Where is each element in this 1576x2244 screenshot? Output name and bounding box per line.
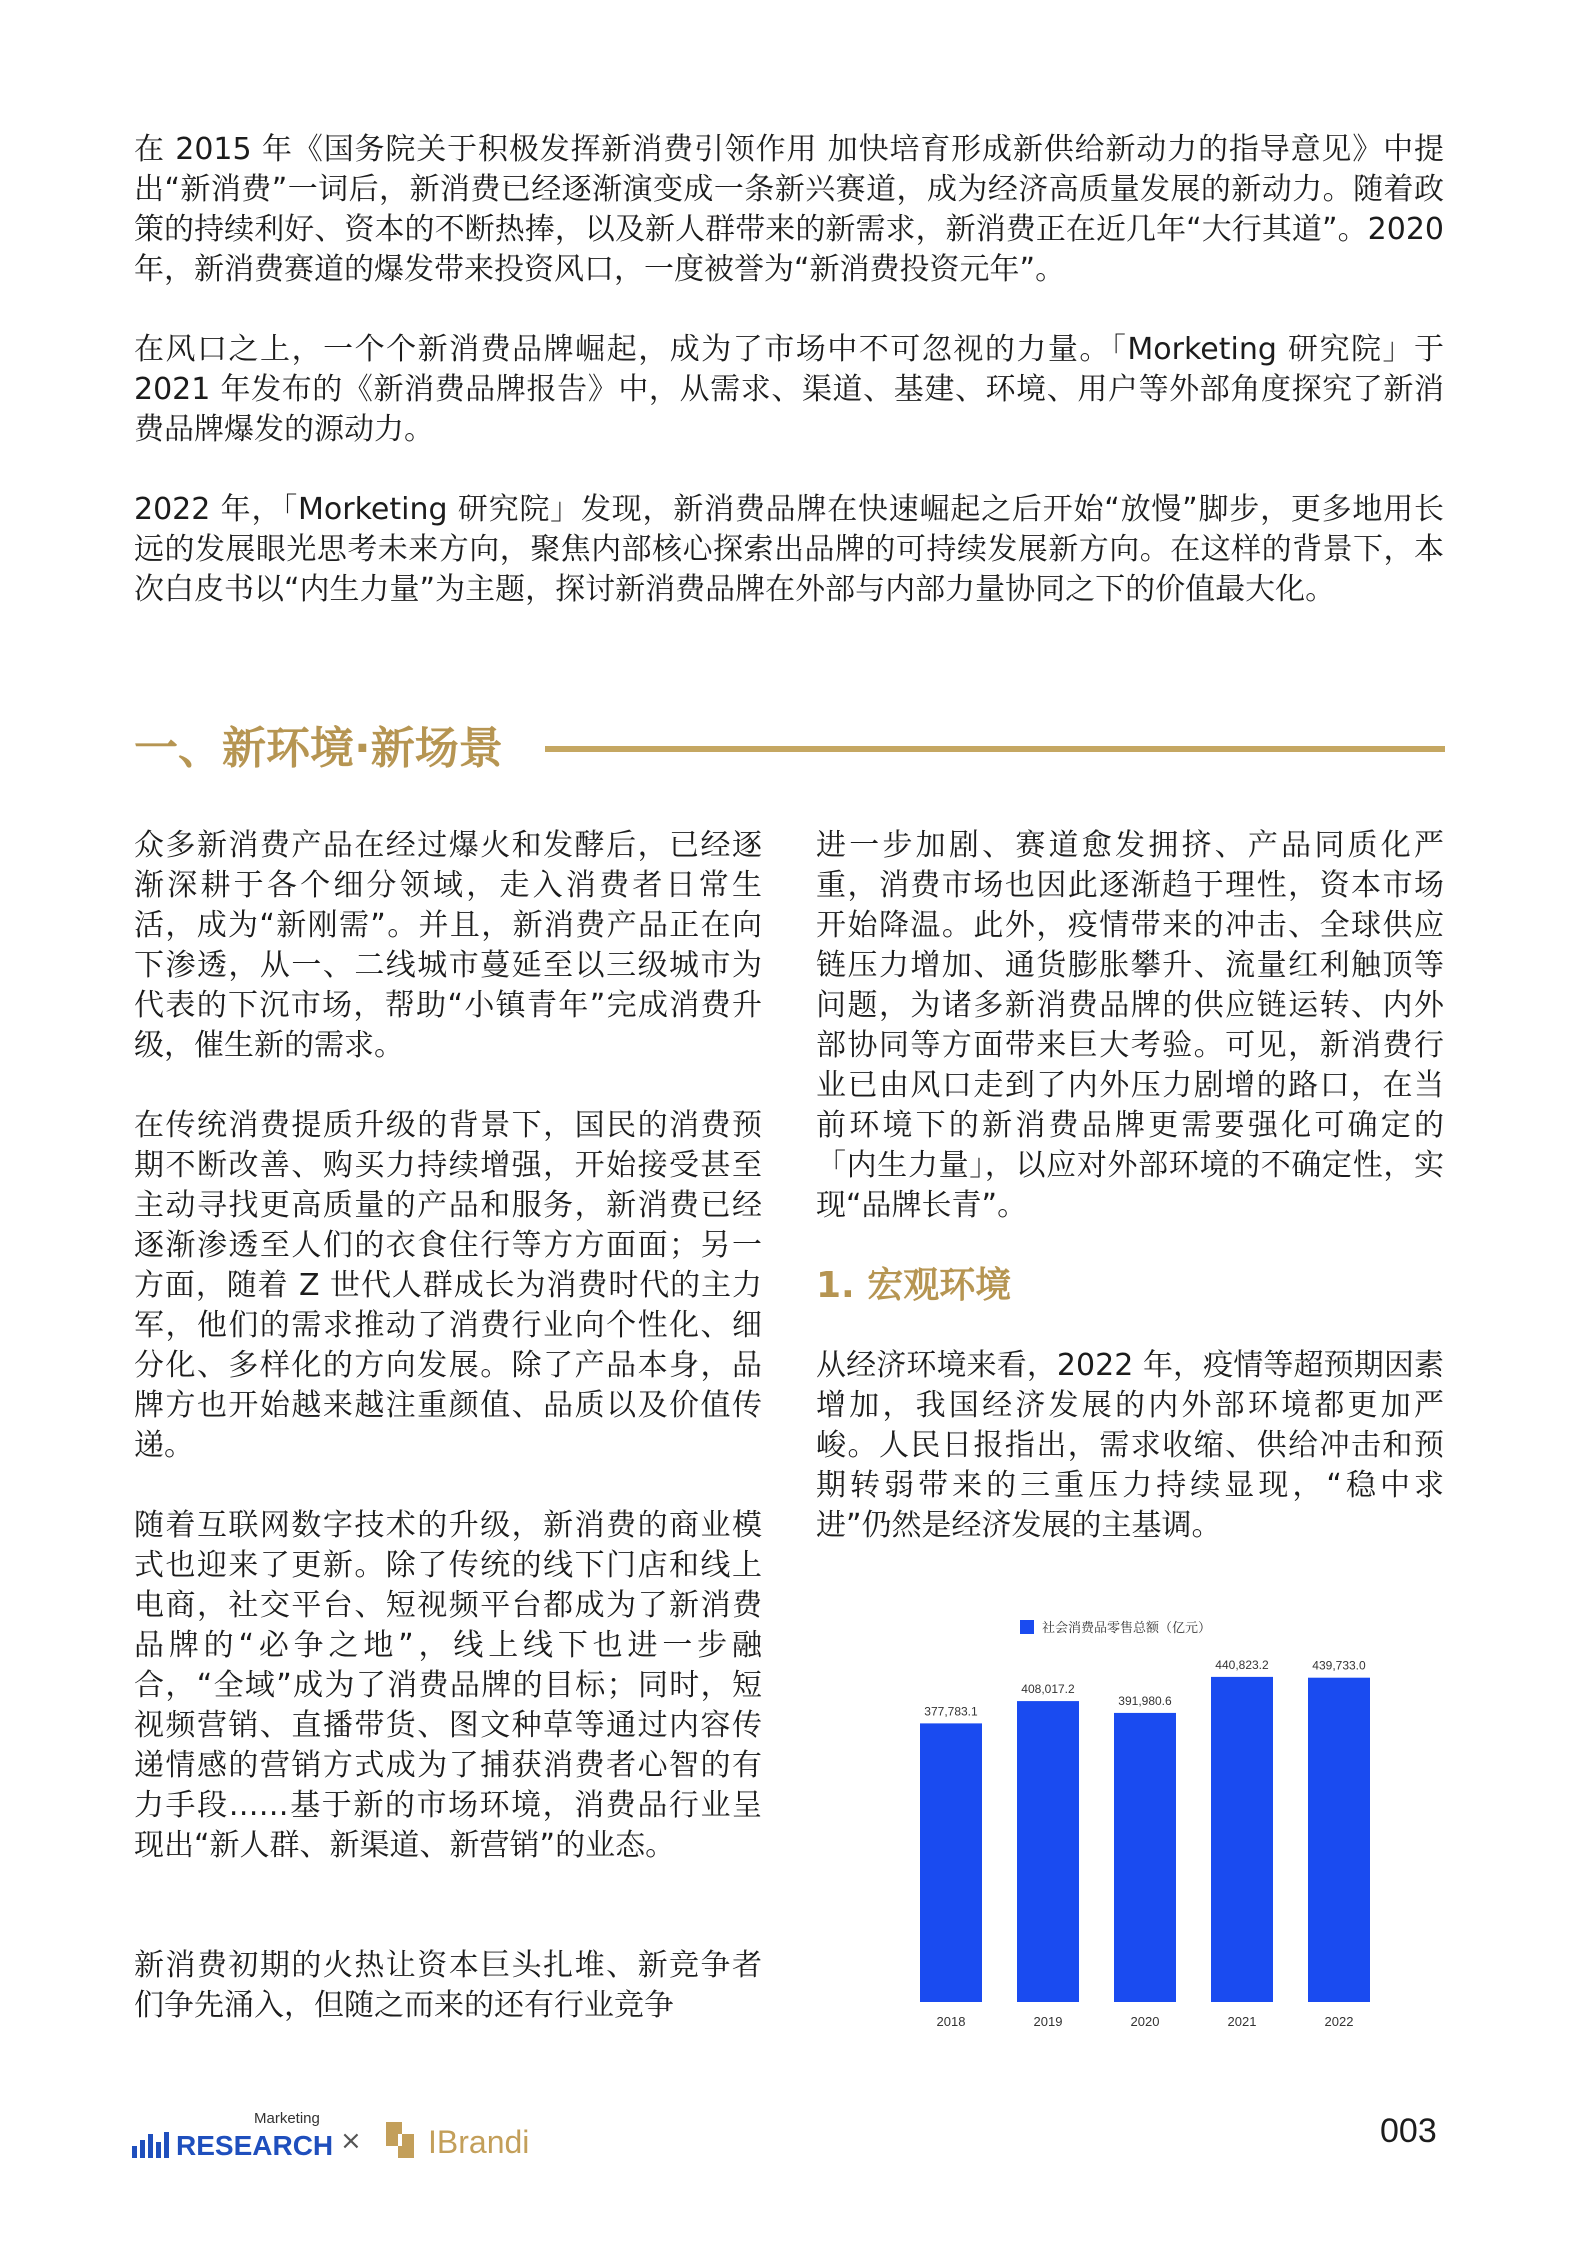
x-tick-label-2019: 2019 (1033, 2014, 1063, 2029)
subsection-title: 1. 宏观环境 (816, 1265, 1012, 1306)
bar-value-label-2018: 377,783.1 (924, 1704, 978, 1719)
intro-paragraph-3: 2022 年，「Morketing 研究院」发现，新消费品牌在快速崛起之后开始“放慢”脚步，更多地用长远的发展眼光思考未来方向，聚焦内部核心探索出品牌的可持续发展新方向。在这样的背景下，本次白皮书以“内生力量”为主题，探讨新消费品牌在外部与内部力量协同之下的价值最大化。 (134, 492, 1444, 607)
bar-2022 (1308, 1678, 1370, 2002)
bar-value-label-2019: 408,017.2 (1021, 1682, 1075, 1697)
legend-swatch (1020, 1620, 1034, 1634)
left-paragraph-1: 众多新消费产品在经过爆火和发酵后，已经逐渐深耕于各个细分领域，走入消费者日常生活，成为“新刚需”。并且，新消费产品正在向下渗透，从一、二线城市蔓延至以三级城市为代表的下沉市场，帮助“小镇青年”完成消费升级，催生新的需求。 (134, 828, 762, 1063)
bar-2021 (1211, 1677, 1273, 2002)
x-tick-label-2021: 2021 (1227, 2014, 1257, 2029)
left-paragraph-3: 随着互联网数字技术的升级，新消费的商业模式也迎来了更新。除了传统的线下门店和线上电商，社交平台、短视频平台都成为了新消费品牌的“必争之地”，线上线下也进一步融合，“全域”成为了消费品牌的目标；同时，短视频营销、直播带货、图文种草等通过内容传递情感的营销方式成为了捕获消费者心智的有力手段……基于新的市场环境，消费品行业呈现出“新人群、新渠道、新营销”的业态。 (134, 1508, 762, 1863)
logo-separator: × (340, 2126, 362, 2156)
research-logo-icon (132, 2132, 172, 2158)
bars-group (920, 1658, 1370, 2029)
bar-value-label-2020: 391,980.6 (1118, 1693, 1172, 1708)
logo-ibrandi-text: IBrandi (428, 2124, 530, 2160)
footer-logos (132, 2102, 572, 2164)
right-paragraph-2: 从经济环境来看，2022 年，疫情等超预期因素增加，我国经济发展的内外部环境都更加严峻。人民日报指出，需求收缩、供给冲击和预期转弱带来的三重压力持续显现，“稳中求进”仍然是经济发展的主基调。 (816, 1348, 1444, 1543)
logo-research-text: RESEARCH (176, 2130, 334, 2161)
x-tick-label-2022: 2022 (1324, 2014, 1354, 2029)
retail-sales-chart (880, 1608, 1400, 2048)
bar-2018 (920, 1723, 982, 2002)
bar-value-label-2021: 440,823.2 (1215, 1657, 1269, 1672)
logo-marketing-text: Marketing (254, 2110, 320, 2127)
x-tick-label-2018: 2018 (936, 2014, 966, 2029)
bar-value-label-2022: 439,733.0 (1312, 1658, 1366, 1673)
bar-2020 (1114, 1713, 1176, 2002)
chart-canvas (880, 1608, 1400, 2048)
bar-2019 (1017, 1701, 1079, 2002)
left-paragraph-4: 新消费初期的火热让资本巨头扎堆、新竞争者们争先涌入，但随之而来的还有行业竞争 (134, 1948, 762, 2023)
legend-label: 社会消费品零售总额（亿元） (1042, 1620, 1212, 1635)
right-paragraph-1: 进一步加剧、赛道愈发拥挤、产品同质化严重，消费市场也因此逐渐趋于理性，资本市场开始降温。此外，疫情带来的冲击、全球供应链压力增加、通货膨胀攀升、流量红利触顶等问题，为诸多新消费品牌的供应链运转、内外部协同等方面带来巨大考验。可见，新消费行业已由风口走到了内外压力剧增的路口，在当前环境下的新消费品牌更需要强化可确定的「内生力量」，以应对外部环境的不确定性，实现“品牌长青”。 (816, 828, 1444, 1223)
section-title: 一、新环境·新场景 (134, 723, 503, 774)
x-tick-label-2020: 2020 (1130, 2014, 1160, 2029)
left-paragraph-2: 在传统消费提质升级的背景下，国民的消费预期不断改善、购买力持续增强，开始接受甚至主动寻找更高质量的产品和服务，新消费已经逐渐渗透至人们的衣食住行等方方面面；另一方面，随着 Z 世代人群成长为消费时代的主力军，他们的需求推动了消费行业向个性化、细分化、多样化的方向发展。除了产品本身，品牌方也开始越来越注重颜值、品质以及价值传递。 (134, 1108, 762, 1463)
page-number: 003 (1380, 2112, 1437, 2150)
intro-paragraph-1: 在 2015 年《国务院关于积极发挥新消费引领作用 加快培育形成新供给新动力的指导意见》中提出“新消费”一词后，新消费已经逐渐演变成一条新兴赛道，成为经济高质量发展的新动力。随着政策的持续利好、资本的不断热捧，以及新人群带来的新需求，新消费正在近几年“大行其道”。2020 年，新消费赛道的爆发带来投资风口，一度被誉为“新消费投资元年”。 (134, 132, 1444, 287)
section-divider (545, 746, 1445, 752)
intro-paragraph-2: 在风口之上，一个个新消费品牌崛起，成为了市场中不可忽视的力量。「Morketing 研究院」于 2021 年发布的《新消费品牌报告》中，从需求、渠道、基建、环境、用户等外部角度探究了新消费品牌爆发的源动力。 (134, 332, 1444, 447)
ibrandi-logo-icon (380, 2118, 420, 2162)
